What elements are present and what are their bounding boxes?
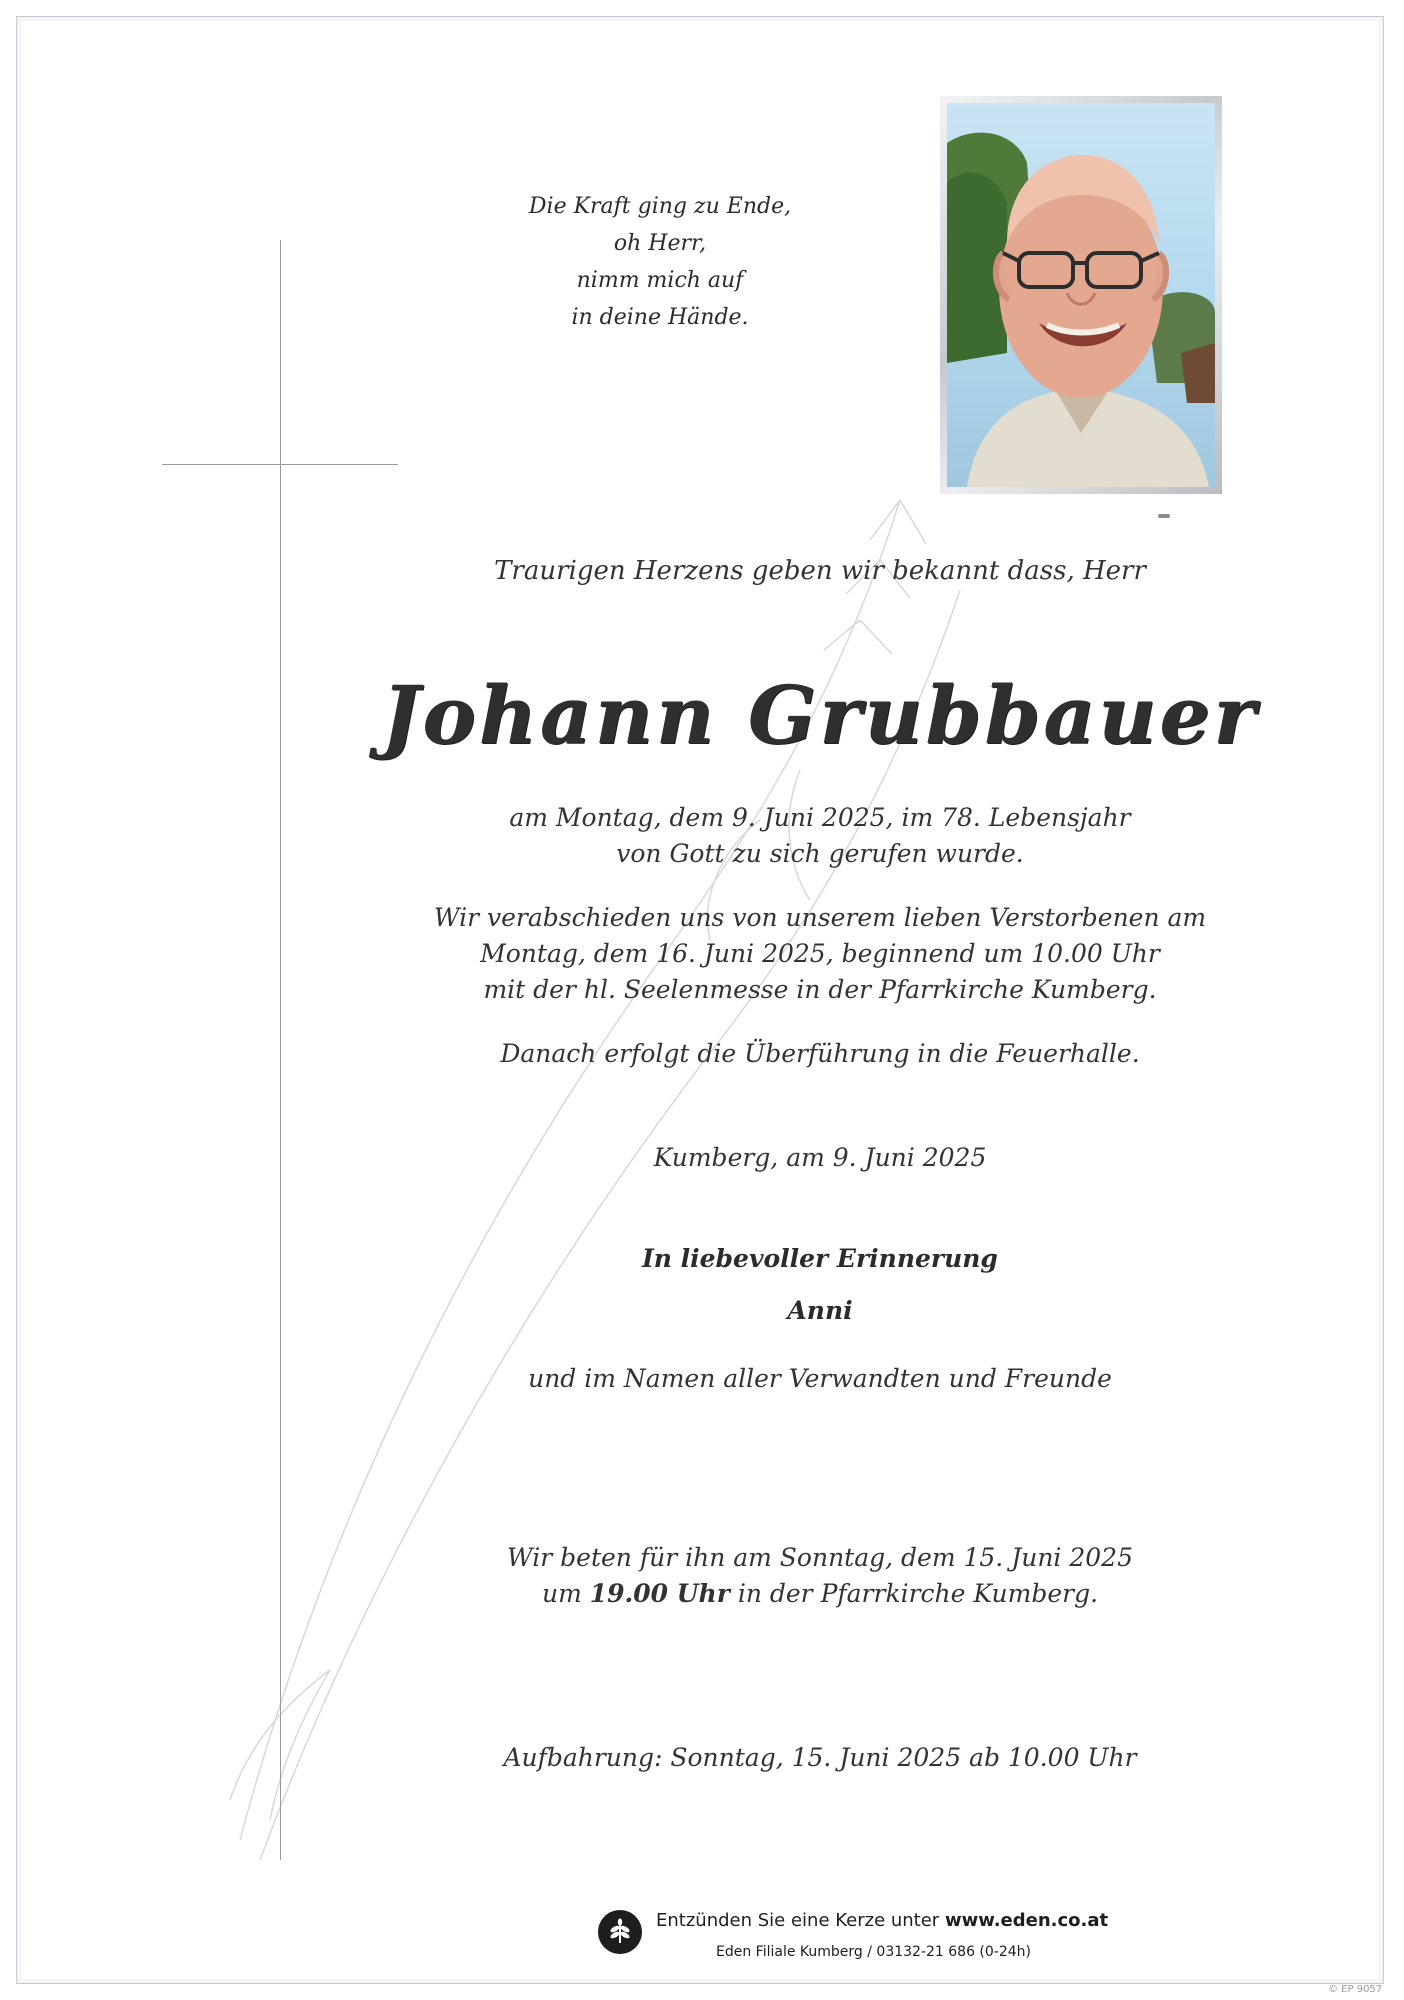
signer-name: Anni <box>787 1296 853 1325</box>
farewell-line: Wir verabschieden uns von unserem lieben Verstorbenen am <box>433 903 1207 932</box>
place-date: Kumberg, am 9. Juni 2025 <box>653 1143 987 1172</box>
poem-line: oh Herr, <box>613 231 707 256</box>
print-code: © EP 9057 <box>1328 1984 1383 1995</box>
prayer-line <box>380 1576 1260 1612</box>
poem-line: Die Kraft ging zu Ende, <box>528 194 792 219</box>
poem-line: nimm mich auf <box>576 268 744 293</box>
farewell-line: mit der hl. Seelenmesse in der Pfarrkirche Kumberg. <box>483 975 1157 1004</box>
cross-vertical-line <box>280 240 281 1860</box>
footer <box>598 1908 1118 1978</box>
photo-mark <box>1158 514 1170 518</box>
branch-info: Eden Filiale Kumberg / 03132-21 686 (0-24h) <box>716 1944 1032 1960</box>
intro-text: Traurigen Herzens geben wir bekannt dass, Herr <box>494 556 1146 586</box>
portrait-photo <box>947 103 1215 487</box>
family-line: und im Namen aller Verwandten und Freunde <box>528 1364 1112 1393</box>
candle-line <box>656 1910 1108 1931</box>
death-notice <box>380 800 1260 872</box>
farewell-line: Montag, dem 16. Juni 2025, beginnend um 10.00 Uhr <box>480 939 1160 968</box>
poem-line: in deine Hände. <box>571 305 749 330</box>
death-line: am Montag, dem 9. Juni 2025, im 78. Lebensjahr <box>509 803 1131 832</box>
prayer-time: 19.00 Uhr <box>589 1579 730 1608</box>
wheat-leaf-icon <box>598 1910 642 1954</box>
viewing-notice: Aufbahrung: Sonntag, 15. Juni 2025 ab 10.00 Uhr <box>503 1743 1137 1772</box>
deceased-name: Johann Grubbauer <box>381 668 1259 762</box>
cross-horizontal-line <box>162 464 398 465</box>
portrait-frame <box>940 96 1222 494</box>
farewell-notice <box>380 900 1260 1008</box>
prayer-line: Wir beten für ihn am Sonntag, dem 15. Juni 2025 <box>507 1543 1133 1572</box>
candle-text: Entzünden Sie eine Kerze unter <box>656 1910 940 1931</box>
poem <box>480 188 840 336</box>
death-line: von Gott zu sich gerufen wurde. <box>616 839 1024 868</box>
transfer-notice: Danach erfolgt die Überführung in die Feuerhalle. <box>500 1039 1140 1068</box>
prayer-location: in der Pfarrkirche Kumberg. <box>737 1579 1099 1608</box>
prayer-prefix: um <box>541 1579 582 1608</box>
memory-heading: In liebevoller Erinnerung <box>642 1244 998 1273</box>
website-link[interactable]: www.eden.co.at <box>944 1910 1109 1931</box>
prayer-notice <box>380 1540 1260 1612</box>
